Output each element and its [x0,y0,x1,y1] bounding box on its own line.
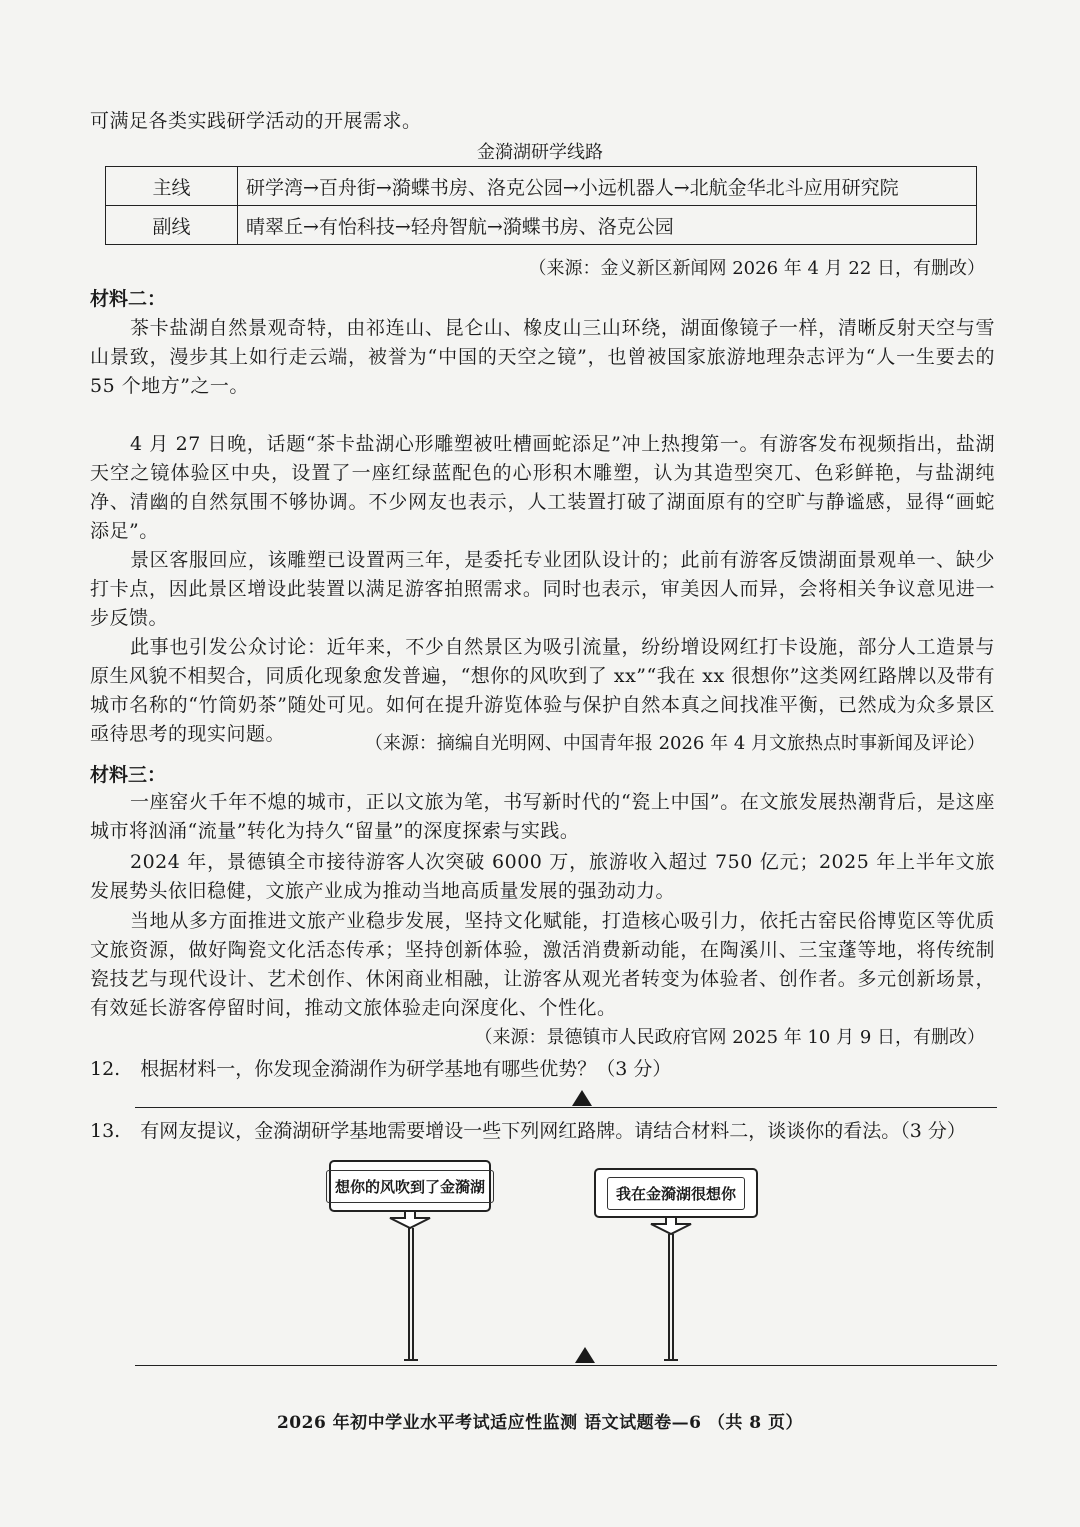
paragraph: 茶卡盐湖自然景观奇特，由祁连山、昆仑山、橡皮山三山环绕，湖面像镜子一样，清晰反射天空与雪山景致，漫步其上如行走云端，被誉为“中国的天空之镜”，也曾被国家旅游地理杂志评为“人一生要去的 55 个地方”之一。 [90,317,995,397]
triangle-marker-icon [575,1347,595,1363]
paragraph: 此事也引发公众讨论：近年来，不少自然景区为吸引流量，纷纷增设网红打卡设施，部分人工造景与原生风貌不相契合，同质化现象愈发普遍，“想你的风吹到了 xx”“我在 xx 很想你”这类网红路牌以及带有城市名称的“竹筒奶茶”随处可见。如何在提升游览体验与保护自然本真之间找准平衡，已然成为众多景区亟待思考的现实问题。 [90,636,995,745]
sign-text: 我在金漪湖很想你 [607,1177,745,1210]
paragraph: 4 月 27 日晚，话题“茶卡盐湖心形雕塑被吐槽画蛇添足”冲上热搜第一。有游客发布视频指出，盐湖天空之镜体验区中央，设置了一座红绿蓝配色的心形积木雕塑，认为其造型突兀、色彩鲜艳，与盐湖纯净、清幽的自然氛围不够协调。不少网友也表示，人工装置打破了湖面原有的空旷与静谧感，显得“画蛇添足”。 [90,433,995,542]
route-cell: 晴翠丘→有怡科技→轻舟智航→漪蝶书房、洛克公园 [238,206,977,245]
table-caption: 金漪湖研学线路 [477,142,603,163]
route-cell: 研学湾→百舟街→漪蝶书房、洛克公园→小远机器人→北航金华北斗应用研究院 [238,167,977,206]
paragraph: 2024 年，景德镇全市接待游客人次突破 6000 万，旅游收入超过 750 亿元；2025 年上半年文旅发展势头依旧稳健，文旅产业成为推动当地高质量发展的强劲动力。 [90,851,995,902]
route-label: 副线 [106,206,238,245]
material-heading: 材料二： [90,288,167,310]
signpost-1 [329,1160,491,1212]
page-footer: 2026 年初中学业水平考试适应性监测 语文试题卷—6 （共 8 页） [276,1413,804,1433]
sign-text: 想你的风吹到了金漪湖 [326,1170,494,1203]
continuation-line: 可满足各类实践研学活动的开展需求。 [90,110,422,132]
question-number: 12. [90,1058,121,1080]
question-number: 13. [90,1120,121,1142]
source-note: （来源：金义新区新闻网 2026 年 4 月 22 日，有删改） [528,258,985,279]
paragraph: 当地从多方面推进文旅产业稳步发展，坚持文化赋能，打造核心吸引力，依托古窑民俗博览区等优质文旅资源，做好陶瓷文化活态传承；坚持创新体验，激活消费新动能，在陶溪川、三宝蓬等地，将传统制瓷技艺与现代设计、艺术创作、休闲商业相融，让游客从观光者转变为体验者、创作者。多元创新场景，有效延长游客停留时间，推动文旅体验走向深度化、个性化。 [90,910,995,1019]
signpost-2 [594,1168,758,1218]
source-note: （来源：摘编自光明网、中国青年报 2026 年 4 月文旅热点时事新闻及评论） [364,733,985,754]
source-note: （来源：景德镇市人民政府官网 2025 年 10 月 9 日，有删改） [474,1027,985,1048]
question-text: 根据材料一，你发现金漪湖作为研学基地有哪些优势？（3 分） [140,1058,672,1080]
material-heading: 材料三： [90,764,167,786]
answer-line[interactable] [135,1365,997,1366]
paragraph: 景区客服回应，该雕塑已设置两三年，是委托专业团队设计的；此前有游客反馈湖面景观单一、缺少打卡点，因此景区增设此装置以满足游客拍照需求。同时也表示，审美因人而异，会将相关争议意见进一步反馈。 [90,549,995,629]
route-label: 主线 [106,167,238,206]
paragraph: 一座窑火千年不熄的城市，正以文旅为笔，书写新时代的“瓷上中国”。在文旅发展热潮背后，是这座城市将汹涌“流量”转化为持久“留量”的深度探索与实践。 [90,791,995,842]
question-text: 有网友提议，金漪湖研学基地需要增设一些下列网红路牌。请结合材料二，谈谈你的看法。（3 分） [140,1120,966,1142]
